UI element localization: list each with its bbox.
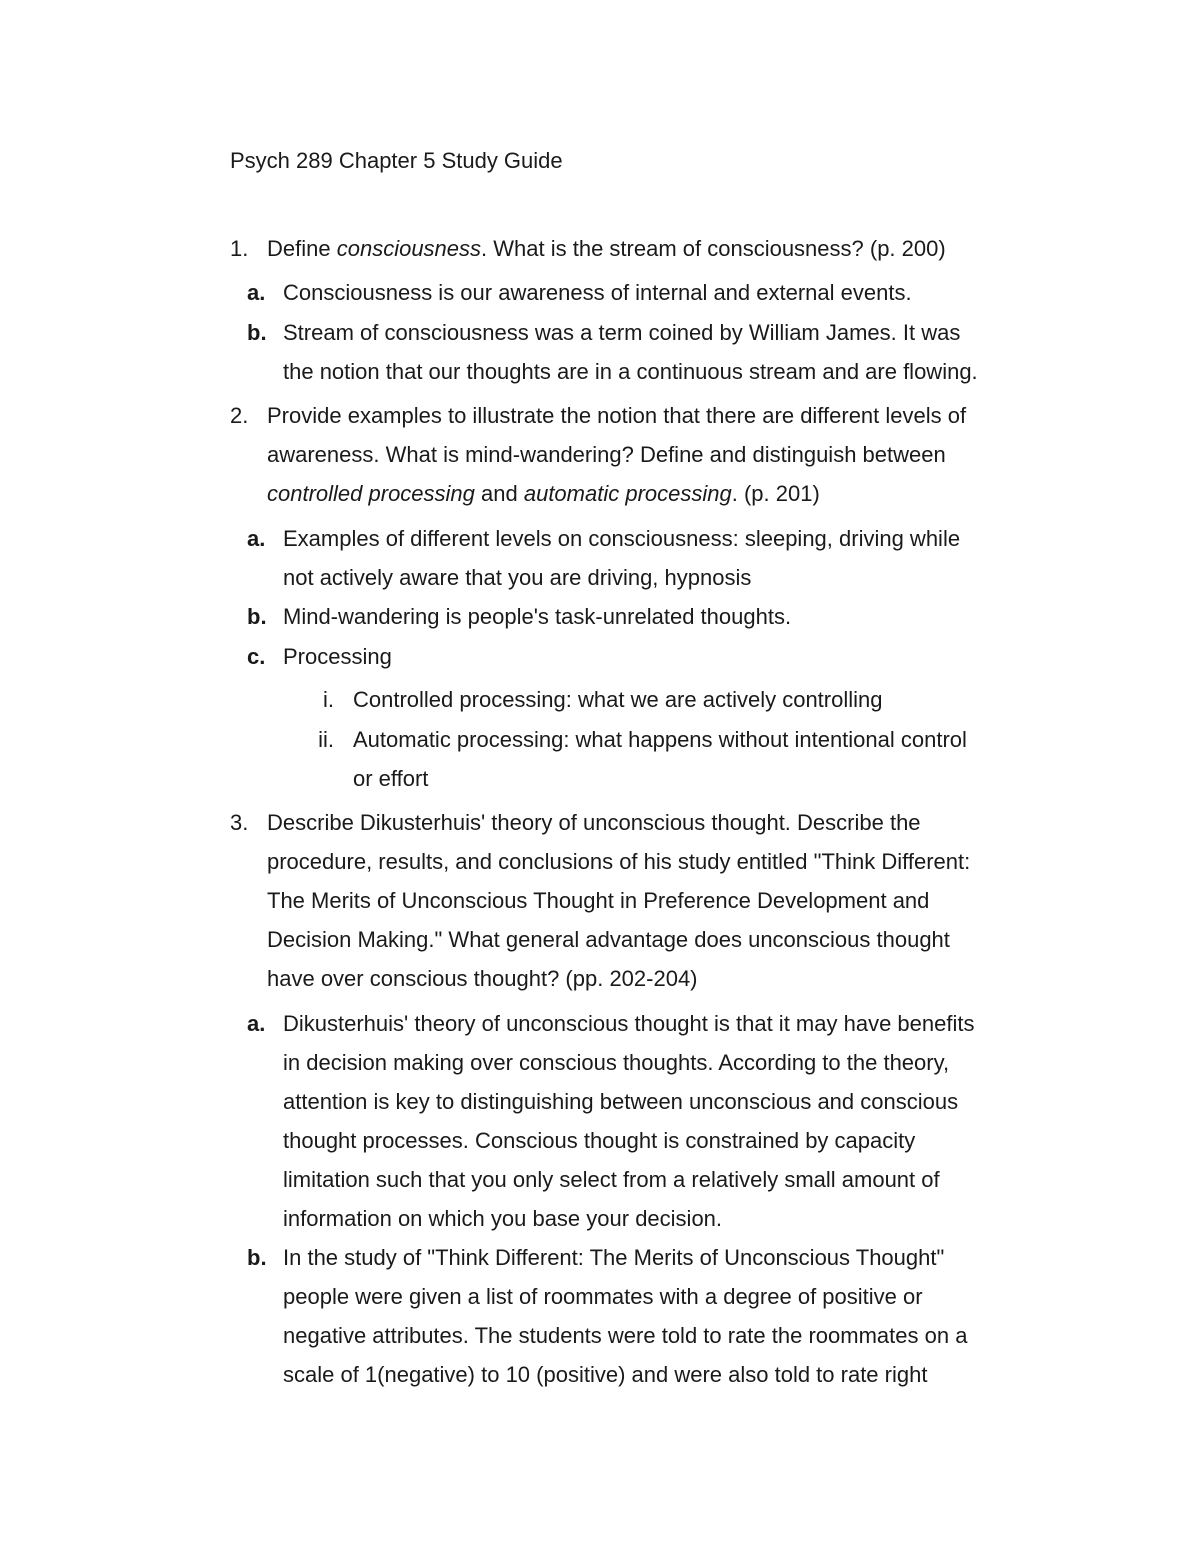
question-2-line-1: Provide examples to illustrate the notion that there are different levels of [267,403,967,428]
question-2-line-2: awareness. What is mind-wandering? Define and distinguish between [267,442,946,467]
sub-item-ii [353,720,1013,798]
answer-2a-line: not actively aware that you are driving, hypnosis [283,565,752,590]
answer-3b-line: people were given a list of roommates with a degree of positive or [283,1284,923,1309]
sub-item-i-numeral: i. [323,687,334,712]
answer-3a-line: attention is key to distinguishing between unconscious and conscious [283,1089,959,1114]
sub-item-i-line: Controlled processing: what we are actively controlling [353,687,883,712]
answer-2b [283,597,1013,636]
answer-1a-line: Consciousness is our awareness of internal and external events. [283,280,912,305]
term-consciousness: consciousness [336,236,482,261]
sub-item-ii-line: or effort [353,766,429,791]
document-title: Psych 289 Chapter 5 Study Guide [230,148,563,173]
sub-item-ii-line: Automatic processing: what happens without intentional control [353,727,967,752]
question-2-line-3 [267,474,1007,513]
question-2-connector: and [474,481,524,506]
answer-2b-line: Mind-wandering is people's task-unrelated thoughts. [283,604,792,629]
answer-3a-line: thought processes. Conscious thought is constrained by capacity [283,1128,916,1153]
answer-3a-line: Dikusterhuis' theory of unconscious thought is that it may have benefits [283,1011,975,1036]
sub-item-ii-numeral: ii. [318,727,334,752]
question-1-text-a: Define [267,236,337,261]
question-3-number: 3. [230,810,249,835]
question-3-line: procedure, results, and conclusions of his study entitled "Think Different: [267,849,971,874]
question-2-page-ref: . (p. 201) [731,481,820,506]
answer-2b-letter: b. [247,604,267,629]
answer-1a [283,273,1013,312]
answer-3a-line: limitation such that you only select from a relatively small amount of [283,1167,940,1192]
sub-item-i [353,680,1013,719]
answer-3b-line: In the study of "Think Different: The Merits of Unconscious Thought" [283,1245,945,1270]
answer-3b-letter: b. [247,1245,267,1270]
answer-3a-line: in decision making over conscious thoughts. According to the theory, [283,1050,950,1075]
answer-1b-letter: b. [247,320,267,345]
answer-3a-line: information on which you base your decision. [283,1206,723,1231]
answer-3a [283,1004,1013,1238]
answer-3b [283,1238,1013,1394]
question-3-line: Decision Making." What general advantage does unconscious thought [267,927,950,952]
question-1-line-1 [267,229,1007,268]
question-3-line: The Merits of Unconscious Thought in Preference Development and [267,888,930,913]
answer-3b-line: scale of 1(negative) to 10 (positive) and were also told to rate right [283,1362,928,1387]
answer-2a-line: Examples of different levels on consciousness: sleeping, driving while [283,526,961,551]
question-2-number: 2. [230,403,249,428]
question-2 [267,396,1007,513]
answer-2c-letter: c. [247,644,266,669]
answer-1a-letter: a. [247,280,266,305]
answer-3a-letter: a. [247,1011,266,1036]
answer-1b-line: the notion that our thoughts are in a continuous stream and are flowing. [283,359,978,384]
question-1-text-b: . What is the stream of consciousness? (p. 200) [481,236,946,261]
answer-3b-line: negative attributes. The students were told to rate the roommates on a [283,1323,968,1348]
answer-1b-line: Stream of consciousness was a term coined by William James. It was [283,320,961,345]
answer-2a [283,519,1013,597]
question-1 [267,229,1007,268]
answer-1b [283,313,1013,391]
term-controlled-processing: controlled processing [267,481,475,506]
answer-2c-line: Processing [283,644,392,669]
question-1-number: 1. [230,236,249,261]
question-3-line: have over conscious thought? (pp. 202-204) [267,966,698,991]
answer-2c [283,637,1013,676]
question-3-line: Describe Dikusterhuis' theory of unconscious thought. Describe the [267,810,921,835]
answer-2a-letter: a. [247,526,266,551]
term-automatic-processing: automatic processing [523,481,732,506]
question-3 [267,803,1007,998]
